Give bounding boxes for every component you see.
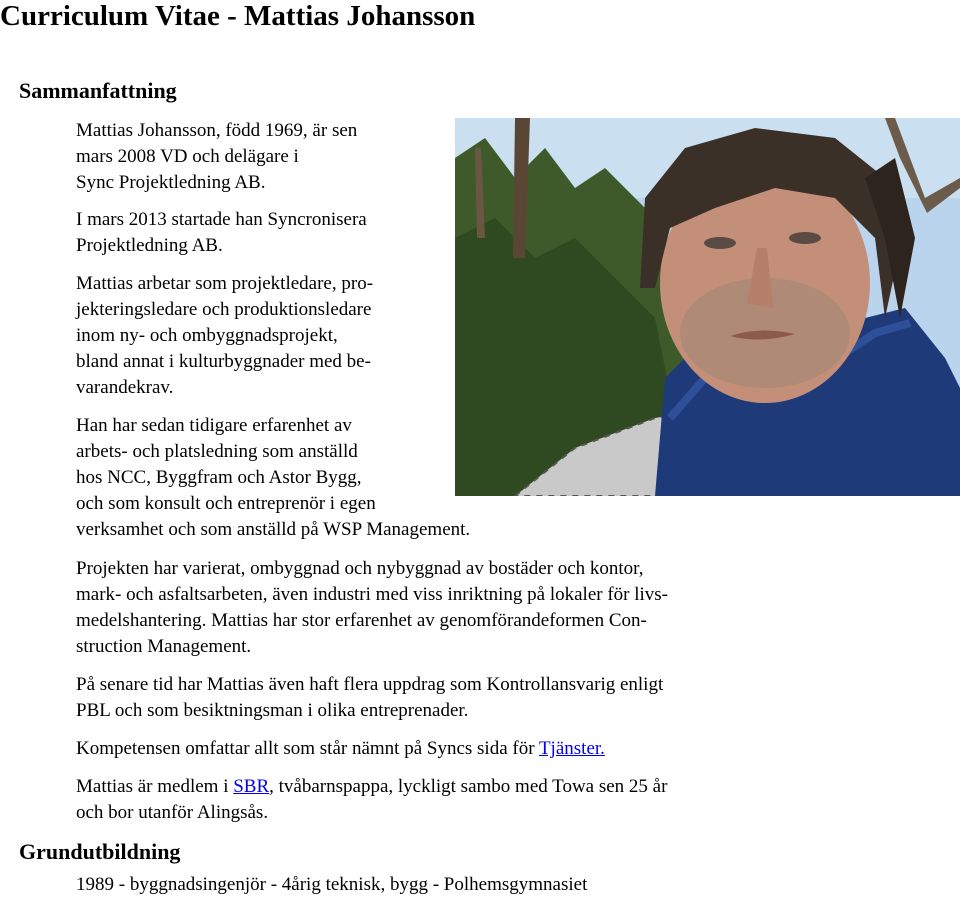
education-line: 1989 - byggnadsingenjör - 4årig teknisk, bygg - Polhemsgymnasiet [76, 874, 588, 895]
summary-line: Mattias Johansson, född 1969, är sen [76, 120, 358, 141]
summary-line: medelshantering. Mattias har stor erfarenhet av genomförandeformen Con- [76, 610, 647, 631]
summary-line: hos NCC, Byggfram och Astor Bygg, [76, 467, 362, 488]
summary-line: PBL och som besiktningsman i olika entreprenader. [76, 700, 469, 721]
photo-eye-left [704, 237, 736, 249]
summary-line: och som konsult och entreprenör i egen [76, 493, 376, 514]
summary-line: jekteringsledare och produktionsledare [76, 299, 372, 320]
summary-line: Han har sedan tidigare erfarenhet av [76, 415, 352, 436]
summary-paragraph-7 [76, 736, 605, 762]
summary-line: bland annat i kulturbyggnader med be- [76, 351, 371, 372]
summary-line: Sync Projektledning AB. [76, 172, 266, 193]
summary-line [76, 774, 667, 800]
summary-line: och bor utanför Alingsås. [76, 802, 269, 823]
sbr-link[interactable]: SBR [233, 776, 270, 797]
services-link[interactable]: Tjänster. [538, 738, 605, 759]
portrait-image [455, 118, 960, 496]
summary-line: Projekten har varierat, ombyggnad och nybyggnad av bostäder och kontor, [76, 558, 644, 579]
competence-text: Kompetensen omfattar allt som står nämnt på Syncs sida för [76, 738, 539, 759]
photo-eye-right [789, 232, 821, 244]
summary-line: inom ny- och ombyggnadsprojekt, [76, 325, 338, 346]
summary-line: mark- och asfaltsarbeten, även industri med viss inriktning på lokaler för livs- [76, 584, 669, 605]
summary-line: varandekrav. [76, 377, 174, 398]
summary-line: I mars 2013 startade han Syncronisera [76, 209, 367, 230]
summary-line: struction Management. [76, 636, 252, 657]
summary-line: På senare tid har Mattias även haft flera uppdrag som Kontrollansvarig enligt [76, 674, 664, 695]
education-heading: Grundutbildning [19, 839, 181, 864]
summary-line: verksamhet och som anställd på WSP Management. [76, 519, 471, 540]
page-title: Curriculum Vitae - Mattias Johansson [0, 0, 476, 32]
summary-line: Projektledning AB. [76, 235, 223, 256]
summary-line: mars 2008 VD och delägare i [76, 146, 299, 167]
member-text-rest: , tvåbarnspappa, lyckligt sambo med Towa sen 25 år [269, 776, 668, 797]
member-text: Mattias är medlem i [76, 776, 234, 797]
summary-line: arbets- och platsledning som anställd [76, 441, 358, 462]
portrait-photo [455, 118, 960, 496]
summary-heading: Sammanfattning [19, 78, 177, 103]
summary-line: Mattias arbetar som projektledare, pro- [76, 273, 374, 294]
